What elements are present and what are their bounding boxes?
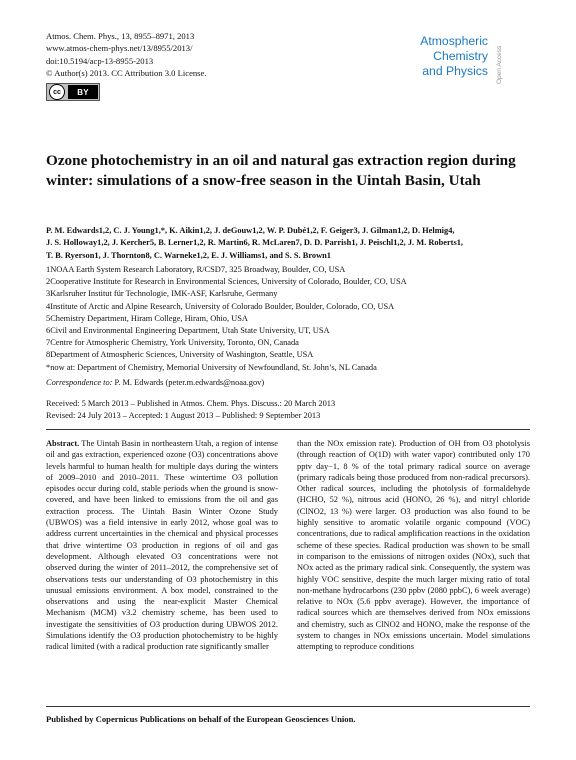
paper-title: Ozone photochemistry in an oil and natural gas extraction region during winter: simulations of a snow-free season in the Uintah Basin, Utah bbox=[46, 152, 516, 189]
divider bbox=[46, 429, 530, 430]
correspondence-label: Correspondence to: bbox=[46, 378, 113, 387]
divider bbox=[46, 706, 530, 707]
received-line: Received: 5 March 2013 – Published in Atmos. Chem. Phys. Discuss.: 20 March 2013 bbox=[46, 399, 336, 408]
abstract-label: Abstract. bbox=[46, 439, 80, 448]
affiliation: 1NOAA Earth System Research Laboratory, R/CSD7, 325 Broadway, Boulder, CO, USA bbox=[46, 265, 346, 274]
citation-header bbox=[46, 30, 207, 80]
affiliation: 3Karlsruher Institut für Technologie, IMK-ASF, Karlsruhe, Germany bbox=[46, 289, 278, 299]
publisher-footer: Published by Copernicus Publications on behalf of the European Geosciences Union. bbox=[46, 714, 356, 724]
affiliation: *now at: Department of Chemistry, Memorial University of Newfoundland, St. John’s, NL Canada bbox=[46, 362, 377, 372]
abstract-column-1 bbox=[46, 438, 278, 653]
correspondence-text[interactable]: P. M. Edwards (peter.m.edwards@noaa.gov) bbox=[112, 378, 265, 387]
abstract-column-2 bbox=[297, 438, 530, 653]
cc-by-badge[interactable] bbox=[46, 83, 100, 101]
affiliation: 6Civil and Environmental Engineering Department, Utah State University, UT, USA bbox=[46, 326, 330, 336]
affiliation: 2Cooperative Institute for Research in Environmental Sciences, University of Colorado, Boulder, CO, USA bbox=[46, 277, 407, 287]
affiliation: 7Centre for Atmospheric Chemistry, York University, Toronto, ON, Canada bbox=[46, 338, 299, 348]
correspondence bbox=[46, 377, 264, 389]
journal-name-line: Atmospheric bbox=[420, 34, 488, 48]
author-list bbox=[46, 225, 546, 262]
url-line[interactable]: www.atmos-chem-phys.net/13/8955/2013/ bbox=[46, 43, 193, 54]
journal-name-line: Chemistry bbox=[433, 49, 488, 63]
journal-name-line: and Physics bbox=[422, 64, 488, 78]
author-line: T. B. Ryerson1, J. Thornton8, C. Warneke1,2, E. J. Williams1, and S. S. Brown1 bbox=[46, 250, 331, 260]
author-line: J. S. Holloway1,2, J. Kercher5, B. Lerner1,2, R. Martin6, R. McLaren7, D. D. Parrish1, J. Peischl1,2, J. M. Roberts1, bbox=[46, 238, 463, 248]
affiliation: 5Chemistry Department, Hiram College, Hiram, Ohio, USA bbox=[46, 313, 248, 323]
by-icon: BY bbox=[68, 85, 98, 99]
author-line: P. M. Edwards1,2, C. J. Young1,*, K. Aikin1,2, J. deGouw1,2, W. P. Dubé1,2, F. Geiger3, J. Gilman1,2, D. Helmig4, bbox=[46, 226, 455, 235]
affiliation-list bbox=[46, 264, 546, 374]
doi-line[interactable]: doi:10.5194/acp-13-8955-2013 bbox=[46, 55, 154, 66]
journal-logo bbox=[396, 34, 488, 79]
cc-icon: cc bbox=[49, 84, 65, 100]
open-access-icon bbox=[492, 30, 504, 84]
publication-dates bbox=[46, 398, 335, 422]
revised-line: Revised: 24 July 2013 – Accepted: 1 August 2013 – Published: 9 September 2013 bbox=[46, 410, 321, 420]
affiliation: 4Institute of Arctic and Alpine Research, University of Colorado Boulder, Boulder, Colorado, CO, USA bbox=[46, 301, 395, 311]
abstract-text: The Uintah Basin in northeastern Utah, a region of intense oil and gas extraction, experienced ozone (O3) concentrations above levels harmful to human health for multiple days during the winters of 2009–2010 and 2010–2011. These wintertime O3 pollution episodes occur during cold, stable periods when the ground is snow-covered, and have been linked to emissions from the oil and gas extraction process. The Uintah Basin Winter Ozone Study (UBWOS) was a field intensive in early 2012, whose goal was to address current uncertainties in the chemical and physical processes that drive wintertime O3 production in regions of oil and gas development. Although elevated O3 concentrations were not observed during the winter of 2011–2012, the comprehensive set of observations tests our understanding of O3 photochemistry in this unusual emissions environment. A box model, constrained to the observations and using the near-explicit Master Chemical Mechanism (MCM) v3.2 chemistry scheme, has been used to investigate the sensitivities of O3 production during UBWOS 2012. Simulations identify the O3 production photochemistry to be highly radical limited (with a radical production rate significantly smaller bbox=[46, 439, 278, 652]
citation-line: Atmos. Chem. Phys., 13, 8955–8971, 2013 bbox=[46, 31, 195, 41]
license-line: © Author(s) 2013. CC Attribution 3.0 License. bbox=[46, 68, 207, 79]
open-access-label: Open Access bbox=[496, 45, 503, 84]
abstract-text: than the NOx emission rate). Production of OH from O3 photolysis (through reaction of O(1D) with water vapor) contributed only 170 pptv day−1, 8 % of the total primary radical source on average (primary radicals being those produced from non-radical precursors). Other radical sources, including the photolysis of formaldehyde (HCHO, 52 %), nitrous acid (HONO, 26 %), and nitryl chloride (ClNO2, 13 %) were larger. O3 production was also found to be highly sensitive to aromatic volatile organic compound (VOC) concentrations, due to radical amplification reactions in the oxidation scheme of these species. Radical production was shown to be small in comparison to the emissions of nitrogen oxides (NOx), such that NOx acted as the primary radical sink. Consequently, the system was highly VOC sensitive, despite the much larger mixing ratio of total non-methane hydrocarbons (230 ppbv (2080 ppbC), 6 week average) relative to NOx (5.6 ppbv average). However, the importance of radical sources which are themselves derived from NOx emissions and chemistry, such as ClNO2 and HONO, make the response of the system to changes in NOx emissions uncertain. Model simulations attempting to reproduce conditions bbox=[297, 439, 530, 652]
affiliation: 8Department of Atmospheric Sciences, University of Washington, Seattle, USA bbox=[46, 350, 314, 360]
